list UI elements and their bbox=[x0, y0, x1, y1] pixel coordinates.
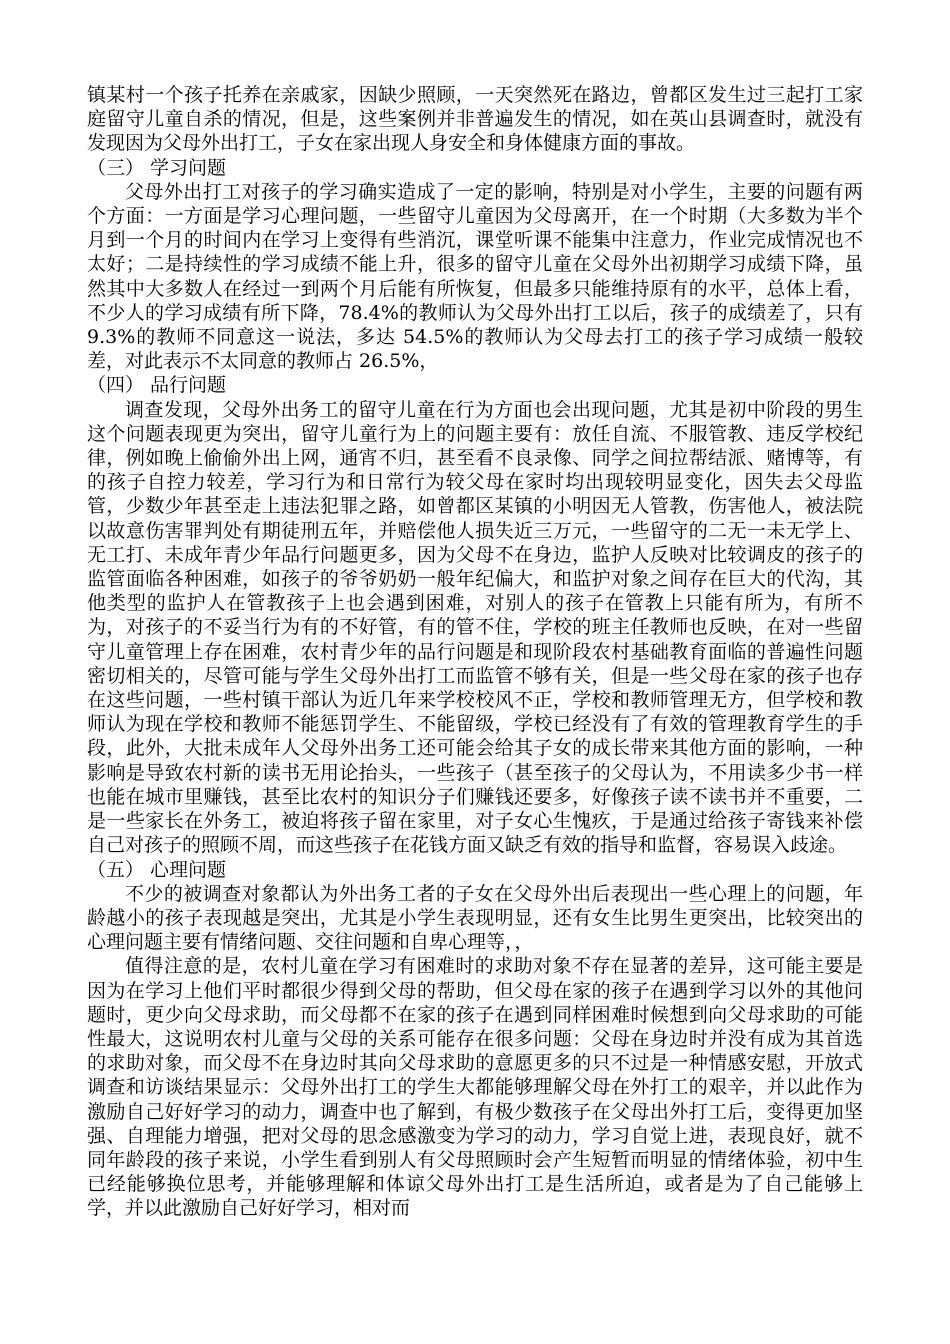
document-page bbox=[87, 83, 863, 1221]
section-heading-psychology: （五） 心理问题 bbox=[87, 858, 227, 881]
paragraph-conduct-problems: 调查发现，父母外出务工的留守儿童在行为方面也会出现问题，尤其是初中阶段的男生这个问题表现更为突出，留守儿童行为上的问题主要有：放任自流、不服管教、违反学校纪律，例如晚上偷偷外出上网，通宵不归，甚至看不良录像、同学之间拉帮结派、赌博等，有的孩子自控力较差，学习行为和日常行为较父母在家时均出现较明显变化，因失去父母监管，少数少年甚至走上违法犯罪之路，如曾都区某镇的小明因无人管教，伤害他人，被法院以故意伤害罪判处有期徒刑五年，并赔偿他人损失近三万元，一些留守的二无一未无学上、无工打、未成年青少年品行问题更多，因为父母不在身边，监护人反映对比较调皮的孩子的监管面临各种困难，如孩子的爷爷奶奶一般年纪偏大，和监护对象之间存在巨大的代沟，其他类型的监护人在管教孩子上也会遇到困难，对别人的孩子在管教上只能有所为，有所不为，对孩子的不妥当行为有的不好管，有的管不住，学校的班主任教师也反映，在对一些留守儿童管理上存在困难，农村青少年的品行问题是和现阶段农村基础教育面临的普遍性问题密切相关的，尽管可能与学生父母外出打工而监管不够有关，但是一些父母在家的孩子也存在这些问题，一些村镇干部认为近几年来学校校风不正，学校和教师管理无方，但学校和教师认为现在学校和教师不能惩罚学生、不能留级，学校已经没有了有效的管理教育学生的手段，此外，大批未成年人父母外出务工还可能会给其子女的成长带来其他方面的影响，一种影响是导致农村新的读书无用论抬头，一些孩子（甚至孩子的父母认为，不用读多少书一样也能在城市里赚钱，甚至比农村的知识分子们赚钱还要多，好像孩子读不读书并不重要，二是一些家长在外务工，被迫将孩子留在家里，对子女心生愧疚，于是通过给孩子寄钱来补偿自己对孩子的照顾不周，而这些孩子在花钱方面又缺乏有效的指导和监督，容易误入歧途。 bbox=[87, 398, 863, 857]
paragraph-continued-safety: 镇某村一个孩子托养在亲戚家，因缺少照顾，一天突然死在路边，曾都区发生过三起打工家庭留守儿童自杀的情况，但是，这些案例并非普遍发生的情况，如在英山县调查时，就没有发现因为父母外出打工，子女在家出现人身安全和身体健康方面的事故。 bbox=[87, 84, 863, 155]
section-heading-study: （三） 学习问题 bbox=[87, 156, 227, 179]
paragraph-psychology-problems: 不少的被调查对象都认为外出务工者的子女在父母外出后表现出一些心理上的问题，年龄越小的孩子表现越是突出，尤其是小学生表现明显，还有女生比男生更突出，比较突出的心理问题主要有情绪问题、交往问题和自卑心理等，， bbox=[87, 882, 863, 954]
paragraph-study-problems: 父母外出打工对孩子的学习确实造成了一定的影响，特别是对小学生，主要的问题有两个方面：一方面是学习心理问题，一些留守儿童因为父母离开，在一个时期（大多数为半个月到一个月的时间内在学习上变得有些消沉，课堂听课不能集中注意力，作业完成情况也不太好；二是持续性的学习成绩不能上升，很多的留守儿童在父母外出初期学习成绩下降，虽然其中大多数人在经过一到两个月后能有所恢复，但最多只能维持原有的水平，总体上看，不少人的学习成绩有所下降，78.4%的教师认为父母外出打工以后，孩子的成绩差了，只有 9.3%的教师不同意这一说法，多达 54.5%的教师认为父母去打工的孩子学习成绩一般较差，对此表示不太同意的教师占 26.5%， bbox=[87, 180, 863, 373]
paragraph-help-seeking: 值得注意的是，农村儿童在学习有困难时的求助对象不存在显著的差异，这可能主要是因为在学习上他们平时都很少得到父母的帮助，但父母在家的孩子在遇到学习以外的其他问题时，更少向父母求助，而父母都不在家的孩子在遇到同样困难时候想到向父母求助的可能性最大，这说明农村儿童与父母的关系可能存在很多问题：父母在身边时并没有成为其首选的求助对象，而父母不在身边时其向父母求助的意愿更多的只不过是一种情感安慰，开放式调查和访谈结果显示：父母外出打工的学生大都能够理解父母在外打工的艰辛，并以此作为激励自己好好学习的动力，调查中也了解到，有极少数孩子在父母出外打工后，变得更加坚强、自理能力增强，把对父母的思念感激变为学习的动力，学习自觉上进，表现良好，就不同年龄段的孩子来说，小学生看到别人有父母照顾时会产生短暂而明显的情绪体验，初中生已经能够换位思考，并能够理解和体谅父母外出打工是生活所迫，或者是为了自己能够上学，并以此激励自己好好学习，相对而 bbox=[87, 955, 863, 1220]
section-heading-conduct: （四） 品行问题 bbox=[87, 374, 227, 397]
